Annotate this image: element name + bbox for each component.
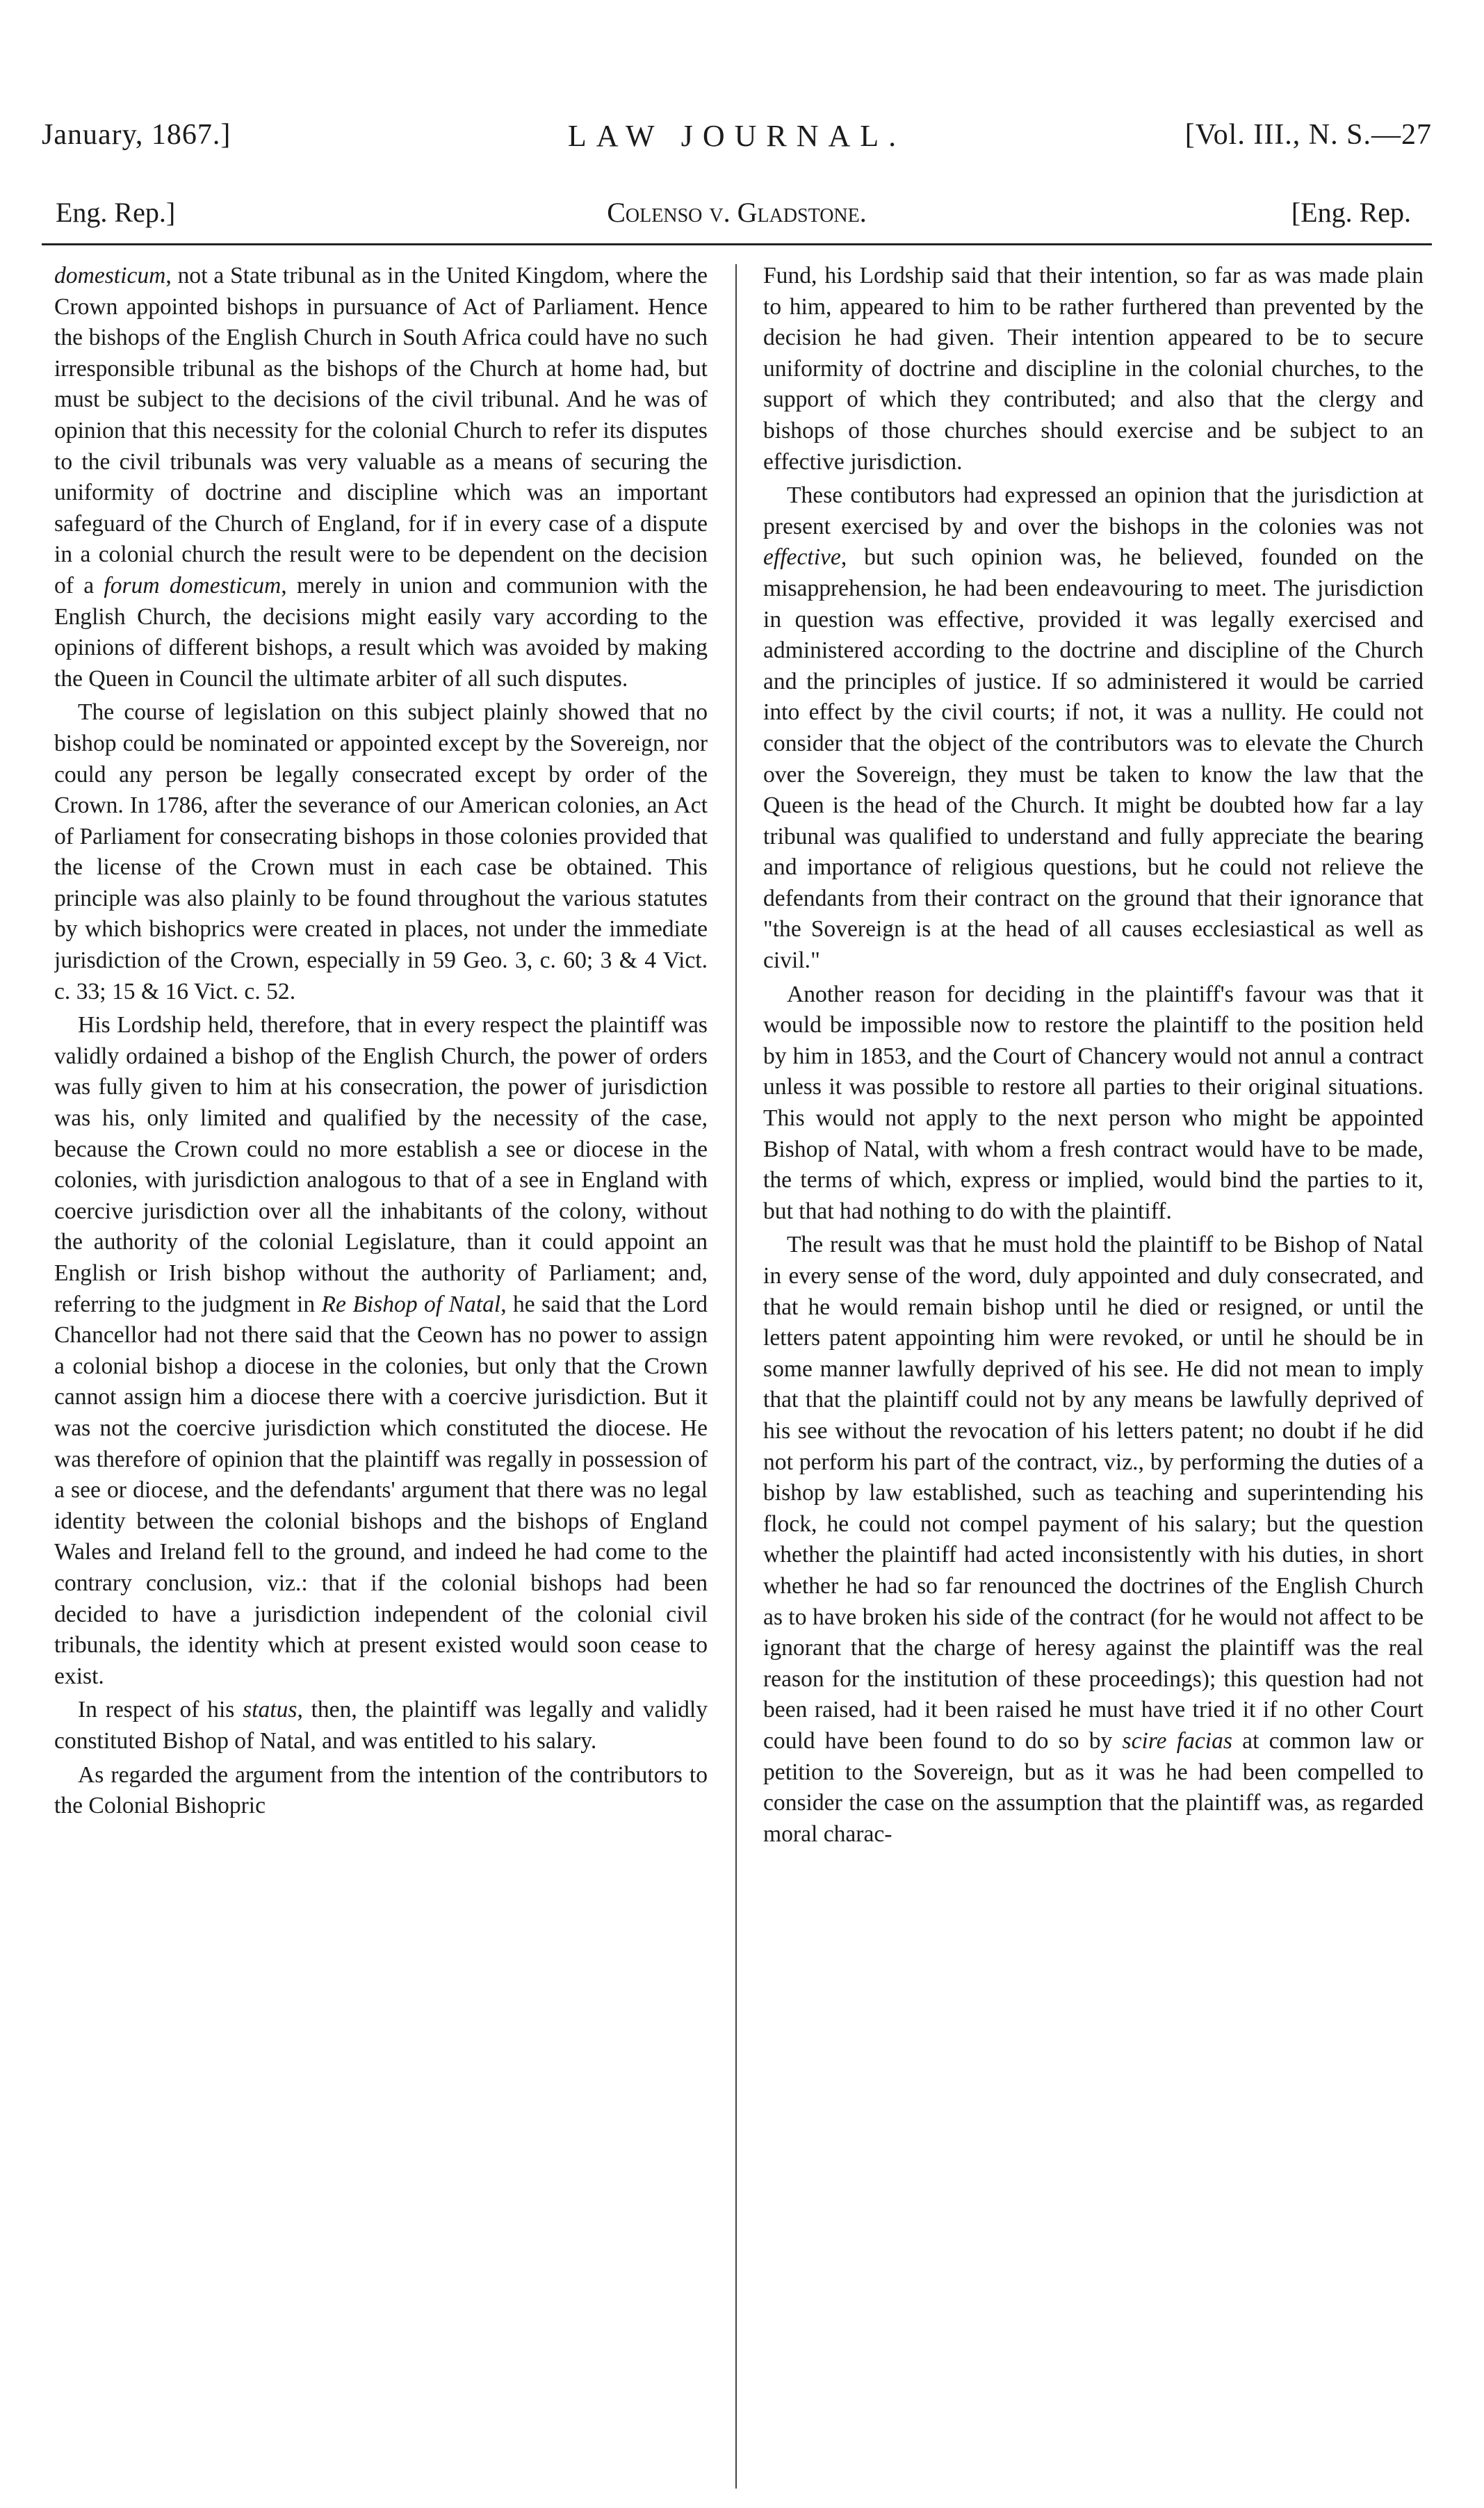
paragraph: The course of legislation on this subject plainly showed that no bishop could be nominated or appointed except by the Sovereign, nor could any person be legally consecrated except by order of the Crown. In 1786, after the severance of our American colonies, an Act of Parliament for consecrating bishops in those colonies provided that the license of the Crown must in each case be obtained. This principle was also plainly to be found throughout the various statutes by which bishoprics were created in places, not under the immediate jurisdiction of the Crown, especially in 59 Geo. 3, c. 60; 3 & 4 Vict. c. 33; 15 & 16 Vict. c. 52. <box>54 699 708 1004</box>
paragraph <box>763 480 1424 977</box>
paragraph: As regarded the argument from the intention of the contributors to the Colonial Bishopric <box>54 1761 708 1819</box>
text: The result was that he must hold the plaintiff to be Bishop of Natal in every sense of the word, duly appointed and duly consecrated, and that he would remain bishop until he died or resigned, or until the letters patent appointing him were revoked, or until he should be in some manner lawfully deprived of his see. He did not mean to imply that that the plaintiff could not by any means be lawfully deprived of his see without the revocation of his letters patent; no doubt if he did not perform his part of the contract, viz., by performing the duties of a bishop by law established, such as teaching and superintending his flock, he could not compel payment of his salary; but the question whether the plaintiff had acted inconsistently with his duties, in short whether he had so far renounced the doctrines of the English Church as to have broken his side of the contract (for he would not affect to be ignorant that the charge of heresy against the plaintiff was the real reason for the institution of these proceedings); this question had not been raised, had it been raised he must have tried it if no other Court could have been found to do so by <box>763 1232 1424 1754</box>
left-column <box>54 261 708 2471</box>
issue-date: January, 1867.] <box>42 119 231 151</box>
journal-title: LAW JOURNAL. <box>567 119 906 153</box>
text: These contibutors had expressed an opinion that the jurisdiction at present exercised by and over the bishops in the colonies was not <box>763 482 1424 539</box>
text: at common law or petition to the Sovereign, but as it was he had been compelled to consider the case on the assumption that the plaintiff was, as regarded moral charac- <box>763 1727 1424 1847</box>
paragraph <box>54 1695 708 1757</box>
paragraph <box>54 261 708 694</box>
italic-term: scire facias <box>1122 1727 1232 1754</box>
right-column <box>763 261 1424 2471</box>
report-left: Eng. Rep.] <box>56 197 176 228</box>
paragraph: Fund, his Lordship said that their intention, so far as was made plain to him, appeared to him to be rather furthered than prevented by the decision he had given. Their intention appeared to be to secure uniformity of doctrine and discipline in the colonial churches, to the support of which they contributed; and also that the clergy and bishops of those churches should exercise and be subject to an effective jurisdiction. <box>763 263 1424 475</box>
paragraph: Another reason for deciding in the plaintiff's favour was that it would be impossible now to restore the plaintiff to the position held by him in 1853, and the Court of Chancery would not annul a contract unless it was possible to restore all parties to their original situations. This would not apply to the next person who might be appointed Bishop of Natal, with whom a fresh contract would have to be made, the terms of which, express or implied, would bind the parties to it, but that had nothing to do with the plaintiff. <box>763 981 1424 1224</box>
text: In respect of his <box>78 1697 243 1723</box>
text: , merely in union and communion with the English Church, the decisions might easily vary according to the opinions of different bishops, a result which was avoided by making the Queen in Council the ultimate arbiter of all such disputes. <box>54 572 708 692</box>
header-rule <box>42 243 1432 245</box>
text: His Lordship held, therefore, that in every respect the plaintiff was validly ordained a bishop of the English Church, the power of orders was fully given to him at his consecration, the power of jurisdiction was his, only limited and qualified by the necessity of the case, because the Crown could no more establish a see or diocese in the colonies, with jurisdiction analogous to that of a see in England with coercive jurisdiction over all the inhabitants of the colony, without the authority of the colonial Legislature, than it could appoint an English or Irish bishop without the authority of Parliament; and, referring to the judgment in <box>54 1012 708 1317</box>
report-right: [Eng. Rep. <box>1291 197 1411 228</box>
volume-page: [Vol. III., N. S.—27 <box>1184 119 1432 151</box>
running-head <box>42 118 1432 174</box>
column-divider <box>735 264 737 2489</box>
paragraph <box>54 1010 708 1692</box>
case-title: Colenso v. Gladstone. <box>607 197 867 228</box>
case-citation: Re Bishop of Natal <box>321 1291 501 1317</box>
text: , he said that the Lord Chancellor had not there said that the Ceown has no power to assign a colonial bishop a diocese in the colonies, but only that the Crown cannot assign him a diocese there with a coercive jurisdiction. But it was not the coercive jurisdiction which constituted the diocese. He was therefore of opinion that the plaintiff was regally in possession of a see or diocese, and the defendants' argument that there was no legal identity between the colonial bishops and the bishops of England Wales and Ireland fell to the ground, and indeed he had come to the contrary conclusion, viz.: that if the colonial bishops had been decided to have a jurisdiction independent of the colonial civil tribunals, the identity which at present existed would soon cease to exist. <box>54 1291 708 1689</box>
text: , then, the plaintiff was legally and validly constituted Bishop of Natal, and was entitled to his salary. <box>54 1697 708 1754</box>
case-header <box>42 196 1432 238</box>
text: , but such opinion was, he believed, founded on the misapprehension, he had been endeavouring to meet. The jurisdiction in question was effective, provided it was legally exercised and administered according to the doctrine and discipline of the Church and the principles of justice. If so administered it would be carried into effect by the civil courts; if not, it was a nullity. He could not consider that the object of the contributors was to elevate the Church over the Sovereign, they must be taken to know the law that the Queen is the head of the Church. It might be doubted how far a lay tribunal was qualified to understand and fully appreciate the bearing and importance of religious questions, but he could not relieve the defendants from their contract on the ground that their ignorance that "the Sovereign is at the head of all causes ecclesiastical as well as civil." <box>763 544 1424 974</box>
italic-term: effective <box>763 544 841 571</box>
text: , not a State tribunal as in the United Kingdom, where the Crown appointed bishops in pursuance of Act of Parliament. Hence the bishops of the English Church in South Africa could have no such irresponsible tribunal as the bishops of the Church at home had, but must be subject to the decisions of the civil tribunal. And he was of opinion that this necessity for the colonial Church to refer its disputes to the civil tribunals was very valuable as a means of securing the uniformity of doctrine and discipline which was an important safeguard of the Church of England, for if in every case of a dispute in a colonial church the result were to be dependent on the decision of a <box>54 263 708 598</box>
italic-term: forum domesticum <box>104 572 282 598</box>
paragraph <box>763 1230 1424 1850</box>
italic-term: domesticum <box>54 263 166 288</box>
italic-term: status <box>243 1697 297 1723</box>
